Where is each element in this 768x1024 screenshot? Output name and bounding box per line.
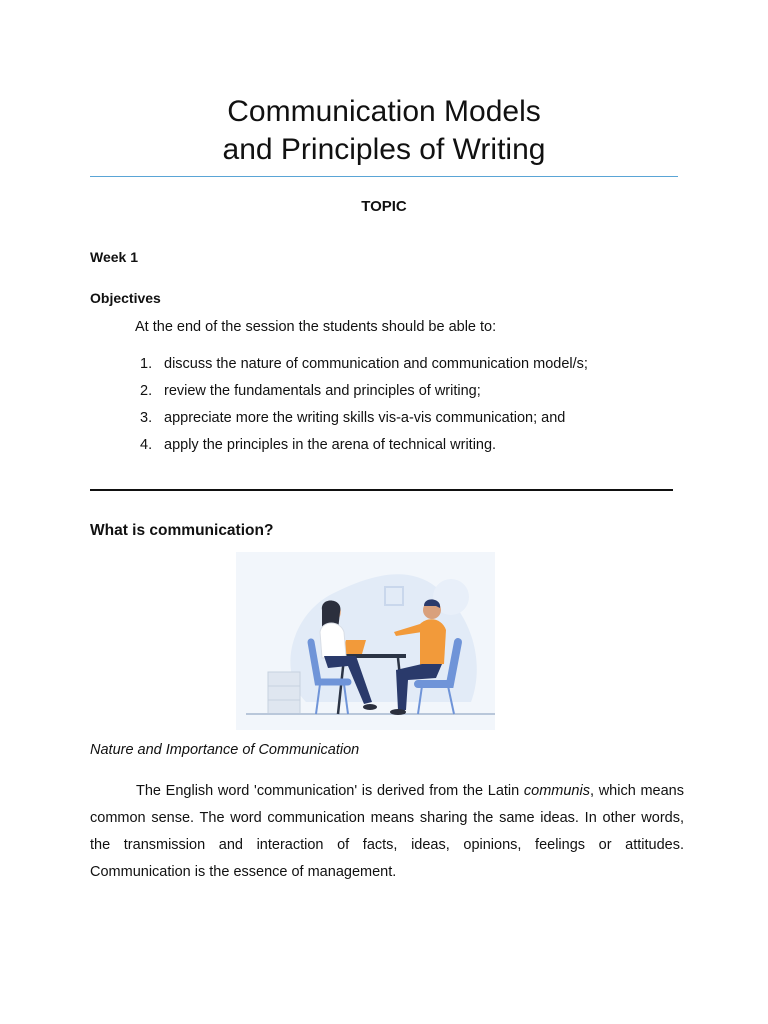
paragraph-text: , which means common sense. The word communication means sharing the same ideas. In other words, the transmission and interaction of facts, ideas, opinions, feelings or attitudes. Communication is the essence of management.	[90, 783, 684, 880]
objective-text: discuss the nature of communication and communication model/s;	[164, 356, 588, 372]
objective-item	[140, 382, 588, 409]
objectives-list	[140, 355, 588, 463]
two-people-conversation-illustration-icon	[236, 552, 495, 730]
objective-number: 3.	[140, 410, 153, 426]
title-line-1: Communication Models	[227, 95, 541, 128]
conversation-illustration	[236, 552, 495, 730]
latin-term: communis	[523, 783, 590, 799]
objective-number: 2.	[140, 383, 153, 399]
objective-number: 4.	[140, 437, 153, 453]
section-divider	[90, 489, 673, 491]
objectives-heading: Objectives	[90, 290, 161, 306]
page-title	[90, 93, 678, 169]
body-paragraph	[90, 778, 684, 886]
objective-item	[140, 409, 588, 436]
objectives-intro: At the end of the session the students should be able to:	[135, 319, 497, 335]
week-label: Week 1	[90, 249, 138, 265]
section-heading: What is communication?	[90, 522, 274, 539]
objective-item	[140, 355, 588, 382]
title-line-2: and Principles of Writing	[222, 133, 546, 166]
title-divider	[90, 176, 678, 177]
objective-item	[140, 436, 588, 463]
subsection-heading: Nature and Importance of Communication	[90, 742, 360, 758]
objective-text: review the fundamentals and principles of writing;	[164, 383, 481, 399]
objective-text: appreciate more the writing skills vis-a-vis communication; and	[164, 410, 566, 426]
topic-label: TOPIC	[361, 198, 407, 215]
objective-text: apply the principles in the arena of technical writing.	[164, 437, 497, 453]
paragraph-text: The English word 'communication' is derived from the Latin	[136, 783, 524, 799]
objective-number: 1.	[140, 356, 153, 372]
